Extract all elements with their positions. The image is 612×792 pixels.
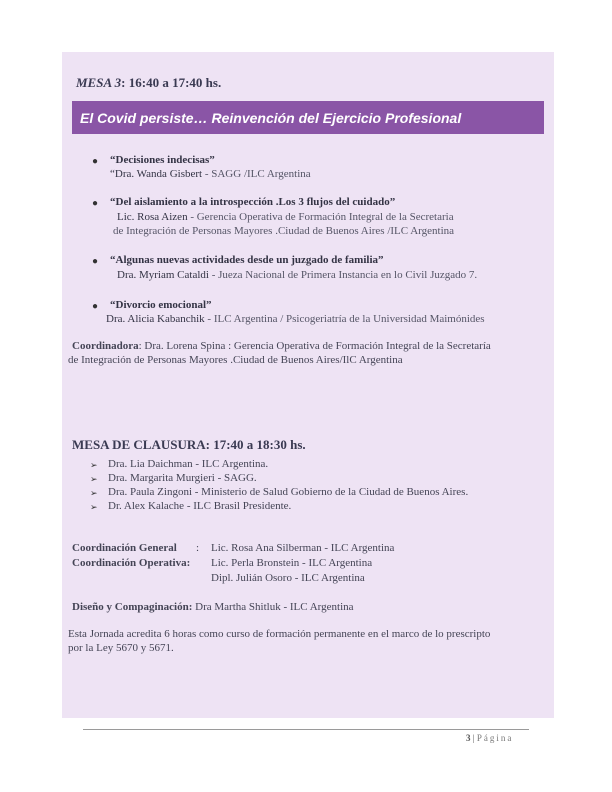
talk-speaker: Lic. Rosa Aizen: [117, 211, 188, 223]
coordinadora-line: [72, 340, 491, 352]
mesa3-label: MESA 3: [76, 75, 122, 90]
coordinadora-text: : Dra. Lorena Spina : Gerencia Operativa de Formación Integral de la Secretaría: [138, 340, 491, 352]
talk-speaker-line: [117, 269, 477, 281]
mesa3-time: : 16:40 a 17:40 hs.: [121, 75, 222, 90]
talk-title: “Decisiones indecisas”: [110, 154, 215, 166]
clausura-heading: MESA DE CLAUSURA: 17:40 a 18:30 hs.: [72, 437, 306, 452]
talk-affiliation: - Jueza Nacional de Primera Instancia en lo Civil Juzgado 7.: [208, 269, 478, 281]
talk-speaker: Dra. Alicia Kabanchik: [106, 313, 205, 325]
clausura-item: Dra. Paula Zingoni - Ministerio de Salud Gobierno de la Ciudad de Buenos Aires.: [108, 486, 469, 498]
footer-rule: [83, 729, 529, 730]
talk-speaker: Dra. Myriam Cataldi: [117, 269, 209, 281]
bullet-icon: ●: [92, 301, 99, 312]
talk-speaker-line: [117, 211, 454, 223]
bullet-icon: ●: [92, 198, 99, 209]
coordinadora-line2: de Integración de Personas Mayores .Ciudad de Buenos Aires/IlC Argentina: [68, 354, 403, 366]
bullet-icon: ●: [92, 256, 99, 267]
clausura-item: Dra. Lia Daichman - ILC Argentina.: [108, 458, 269, 470]
talk-affiliation: - ILC Argentina / Psicogeriatría de la Universidad Maimónides: [204, 313, 485, 325]
arrow-bullet-icon: ➢: [90, 488, 98, 498]
coordinacion-general-value: Lic. Rosa Ana Silberman - ILC Argentina: [211, 542, 395, 554]
arrow-bullet-icon: ➢: [90, 460, 98, 470]
talk-speaker: “Dra. Wanda Gisbert: [110, 168, 203, 180]
arrow-bullet-icon: ➢: [90, 502, 98, 512]
page-number: 3 | Página: [466, 733, 514, 743]
accreditation-note-cont: por la Ley 5670 y 5671.: [68, 642, 174, 654]
talk-speaker-line: [106, 313, 485, 325]
arrow-bullet-icon: ➢: [90, 474, 98, 484]
talk-speaker-line: [110, 168, 311, 180]
clausura-item: Dr. Alex Kalache - ILC Brasil Presidente.: [108, 500, 292, 512]
diseno-line: Diseño y Compaginación: Dra Martha Shitluk - ILC Argentina: [72, 601, 354, 613]
accreditation-note: Esta Jornada acredita 6 horas como curso de formación permanente en el marco de lo prescripto: [68, 628, 491, 640]
bullet-icon: ●: [92, 156, 99, 167]
mesa3-heading: [76, 75, 221, 91]
coordinacion-general-sep: :: [196, 542, 200, 554]
coordinacion-operativa-value: Lic. Perla Bronstein - ILC Argentina: [211, 557, 373, 569]
coordinacion-operativa-value: Dipl. Julián Osoro - ILC Argentina: [211, 572, 365, 584]
coordinadora-label: Coordinadora: [72, 340, 139, 352]
talk-title: “Algunas nuevas actividades desde un juzgado de familia”: [110, 254, 384, 266]
content-panel: [62, 52, 554, 718]
talk-affiliation: - SAGG /ILC Argentina: [202, 168, 311, 180]
clausura-item: Dra. Margarita Murgieri - SAGG.: [108, 472, 257, 484]
coordinacion-general-label: Coordinación General: [72, 542, 177, 554]
banner-title: El Covid persiste… Reinvención del Ejercicio Profesional: [80, 110, 462, 126]
talk-title: “Del aislamiento a la introspección .Los 3 flujos del cuidado”: [110, 196, 396, 208]
coordinacion-operativa-label: Coordinación Operativa:: [72, 557, 191, 569]
talk-affiliation: - Gerencia Operativa de Formación Integral de la Secretaria: [187, 211, 454, 223]
talk-title: “Divorcio emocional”: [110, 299, 212, 311]
talk-affiliation-cont: de Integración de Personas Mayores .Ciudad de Buenos Aires /ILC Argentina: [113, 225, 455, 237]
